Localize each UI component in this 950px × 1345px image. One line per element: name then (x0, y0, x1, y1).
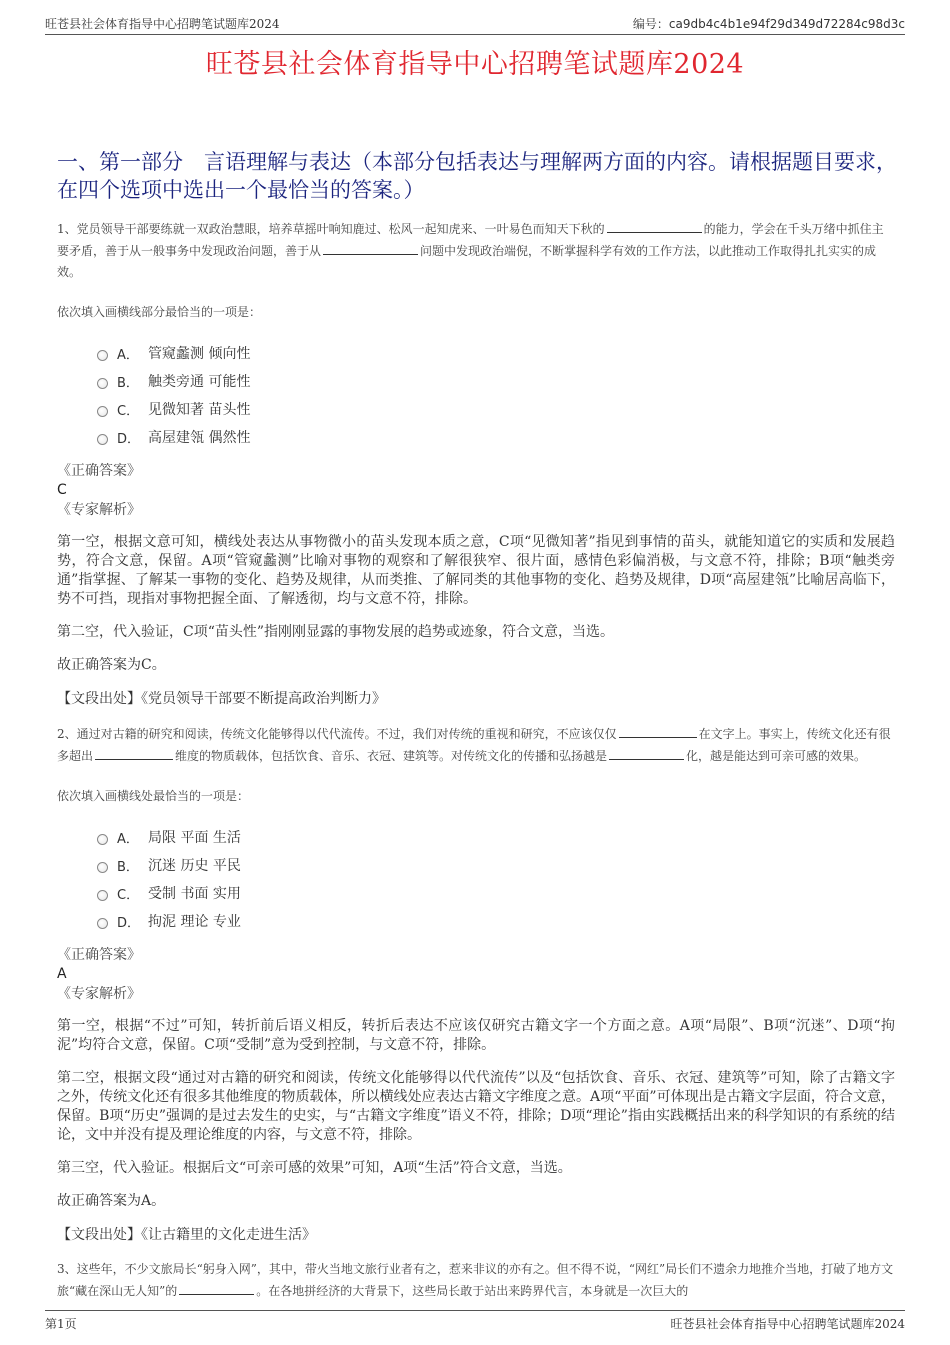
expert-analysis-label: 《专家解析》 (57, 502, 141, 518)
header-code-label: 编号： (632, 17, 669, 31)
question-text (57, 1259, 895, 1302)
correct-answer-label: 《正确答案》 (57, 947, 141, 963)
option-letter: D． (117, 915, 141, 931)
analysis-paragraph: 第二空，代入验证，C项“苗头性”指刚刚显露的事物发展的趋势或迹象，符合文意，当选。 (57, 624, 615, 640)
header-code-value: ca9db4c4b1e94f29d349d72284c98d3c (668, 17, 905, 31)
question-prompt: 依次填入画横线处最恰当的一项是： (57, 789, 250, 803)
options-list (97, 339, 895, 451)
content (57, 218, 895, 1302)
option-d[interactable] (97, 423, 895, 451)
answer-blank (609, 745, 684, 760)
radio-button-icon[interactable] (97, 434, 108, 445)
option-letter: A． (117, 347, 139, 363)
option-text: 触类旁通 可能性 (148, 374, 251, 390)
analysis-paragraph: 第一空，根据“不过”可知，转折前后语义相反，转折后表达不应该仅研究古籍文字一个方面之意。A项“局限”、B项“沉迷”、D项“拘泥”均符合文意，保留。C项“受制”意为受到控制，与文意不符，排除。 (57, 1018, 895, 1053)
radio-button-icon[interactable] (97, 918, 108, 929)
source-reference (57, 689, 895, 709)
question-text (57, 218, 895, 283)
analysis-paragraph: 第三空，代入验证。根据后文“可亲可感的效果”可知，A项“生活”符合文意，当选。 (57, 1160, 572, 1176)
question-text-part: 1、党员领导干部要练就一双政治慧眼，培养草摇叶响知鹿过、松风一起知虎来、一叶易色而知天下秋的 (57, 222, 605, 236)
source-title: 《党员领导干部要不断提高政治判断力》 (141, 691, 386, 707)
option-a[interactable] (97, 823, 895, 851)
question-text-part: 3、这些年，不少文旅局长“躬身入网”，其中，带火当地文旅行业者有之，惹来非议的亦有之。但不得不说，“网红”局长们不遗余力地推介当地，打破了地方文旅“藏在深山无人知”的 (57, 1262, 894, 1298)
question-text-part: 。在各地拼经济的大背景下，这些局长敢于站出来跨界代言，本身就是一次巨大的 (256, 1284, 689, 1298)
source-title: 《让古籍里的文化走进生活》 (141, 1227, 316, 1243)
option-letter: C． (117, 403, 140, 419)
option-letter: A． (117, 831, 139, 847)
document-title: 旺苍县社会体育指导中心招聘笔试题库2024 (205, 49, 745, 80)
answer-blank (607, 218, 702, 233)
radio-button-icon[interactable] (97, 834, 108, 845)
analysis-paragraph: 第二空，根据文段“通过对古籍的研究和阅读，传统文化能够得以代代流传”以及“包括饮食、音乐、衣冠、建筑等”可知，除了古籍文字之外，传统文化还有很多其他维度的物质载体，所以横线处应表达古籍文字维度之意。A项“平面”可体现出是古籍文字层面，符合文意，保留。B项“历史”强调的是过去发生的史实，与“古籍文字维度”语义不符，排除；D项“理论”指由实践概括出来的科学知识的有系统的结论，文中并没有提及理论维度的内容，与文意不符，排除。 (57, 1070, 895, 1143)
page-footer (45, 1310, 905, 1331)
page-number: 第1页 (45, 1317, 77, 1331)
option-b[interactable] (97, 367, 895, 395)
source-reference (57, 1225, 895, 1245)
option-text: 管窥蠡测 倾向性 (148, 346, 251, 362)
question-text-part: 维度的物质载体，包括饮食、音乐、衣冠、建筑等。对传统文化的传播和弘扬越是 (175, 749, 608, 763)
analysis-conclusion: 故正确答案为C。 (57, 657, 166, 673)
options-list (97, 823, 895, 935)
answer-blank (95, 745, 173, 760)
question-1 (57, 218, 895, 709)
option-letter: B． (117, 375, 139, 391)
question-text-part: 在文字上。事实上，传统文化还有很多超出 (57, 727, 891, 763)
option-text: 见微知著 苗头性 (148, 402, 251, 418)
header-doc-code (633, 15, 905, 32)
option-text: 局限 平面 生活 (148, 830, 241, 846)
answer-blank (323, 240, 418, 255)
option-text: 沉迷 历史 平民 (148, 858, 241, 874)
question-2 (57, 723, 895, 1245)
option-c[interactable] (97, 395, 895, 423)
option-letter: D． (117, 431, 141, 447)
radio-button-icon[interactable] (97, 890, 108, 901)
question-prompt: 依次填入画横线部分最恰当的一项是： (57, 305, 262, 319)
option-c[interactable] (97, 879, 895, 907)
option-a[interactable] (97, 339, 895, 367)
option-text: 受制 书面 实用 (148, 886, 241, 902)
question-text-part: 化，越是能达到可亲可感的效果。 (686, 749, 867, 763)
question-text-part: 2、通过对古籍的研究和阅读，传统文化能够得以代代流传。不过，我们对传统的重视和研究，不应该仅仅 (57, 727, 617, 741)
option-b[interactable] (97, 851, 895, 879)
footer-doc-name: 旺苍县社会体育指导中心招聘笔试题库2024 (670, 1317, 905, 1331)
question-text-part: 问题中发现政治端倪，不断掌握科学有效的工作方法，以此推动工作取得扎扎实实的成效。 (57, 244, 877, 279)
answer-blank (179, 1280, 254, 1295)
section-title: 一、第一部分 言语理解与表达（本部分包括表达与理解两方面的内容。请根据题目要求，在四个选项中选出一个最恰当的答案。） (57, 150, 897, 202)
radio-button-icon[interactable] (97, 378, 108, 389)
radio-button-icon[interactable] (97, 862, 108, 873)
radio-button-icon[interactable] (97, 406, 108, 417)
expert-analysis-label: 《专家解析》 (57, 986, 141, 1002)
option-text: 高屋建瓴 偶然性 (148, 430, 251, 446)
option-d[interactable] (97, 907, 895, 935)
radio-button-icon[interactable] (97, 350, 108, 361)
option-letter: C． (117, 887, 140, 903)
source-prefix: 【文段出处】 (57, 1227, 141, 1243)
analysis-paragraph: 第一空，根据文意可知，横线处表达从事物微小的苗头发现本质之意，C项“见微知著”指见到事情的苗头，就能知道它的实质和发展趋势，符合文意，保留。A项“管窥蠡测”比喻对事物的观察和了解很狭窄、很片面，感情色彩偏消极，与文意不符，排除；B项“触类旁通”指掌握、了解某一事物的变化、趋势及规律，从而类推、了解同类的其他事物的变化、趋势及规律，D项“高屋建瓴”比喻居高临下，势不可挡，现指对事物把握全面、了解透彻，均与文意不符，排除。 (57, 534, 895, 607)
correct-answer-label: 《正确答案》 (57, 463, 141, 479)
page-header (45, 14, 905, 35)
option-letter: B． (117, 859, 139, 875)
analysis-conclusion: 故正确答案为A。 (57, 1193, 166, 1209)
answer-blank (619, 723, 697, 738)
correct-answer: A (57, 966, 67, 982)
option-text: 拘泥 理论 专业 (148, 914, 241, 930)
source-prefix: 【文段出处】 (57, 691, 141, 707)
question-text-part: 的能力，学会在千头万绪中抓住主要矛盾，善于从一般事务中发现政治问题，善于从 (57, 222, 884, 258)
correct-answer: C (57, 482, 67, 498)
question-text (57, 723, 895, 767)
question-3 (57, 1259, 895, 1302)
header-doc-name: 旺苍县社会体育指导中心招聘笔试题库2024 (45, 17, 280, 31)
